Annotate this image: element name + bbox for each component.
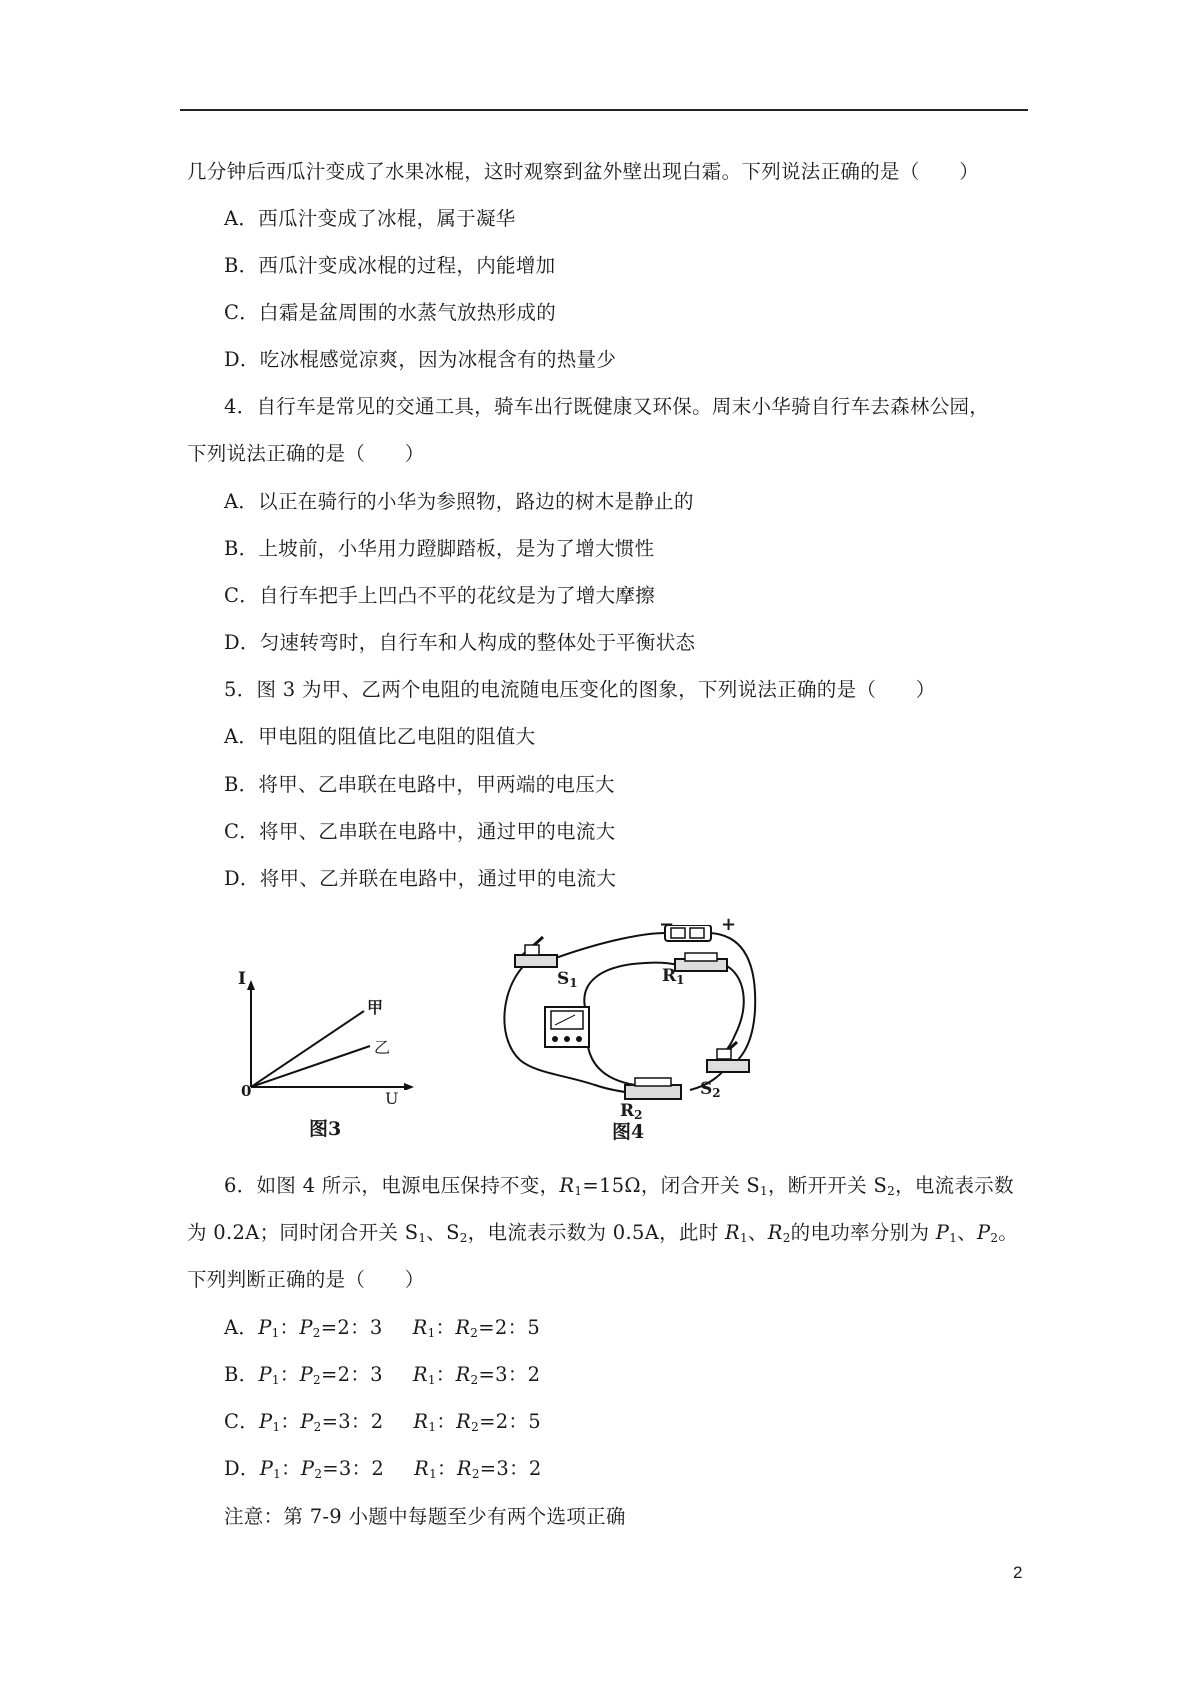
battery-minus-label: − bbox=[659, 914, 675, 935]
q4-option-c: C．自行车把手上凹凸不平的花纹是为了增大摩擦 bbox=[224, 584, 656, 607]
q3-option-a: A．西瓜汁变成了冰棍，属于凝华 bbox=[224, 207, 516, 230]
line-yi-label: 乙 bbox=[374, 1038, 391, 1057]
header-rule bbox=[180, 109, 1028, 111]
origin-label: 0 bbox=[241, 1082, 252, 1100]
q6-stem-line1: 6．如图 4 所示，电源电压保持不变，$R_1=15\Omega$，闭合开关 $S_1$，断开开关 $S_2$，电流表示数 bbox=[224, 1174, 1014, 1198]
q5-option-a: A．甲电阻的阻值比乙电阻的阻值大 bbox=[224, 725, 536, 748]
wire-ammeter-r2 bbox=[587, 1035, 635, 1085]
q5-option-d: D．将甲、乙并联在电路中，通过甲的电流大 bbox=[224, 867, 617, 890]
switch-s2 bbox=[707, 1060, 749, 1072]
line-jia-label: 甲 bbox=[367, 998, 384, 1017]
q6-option-c: C．$P_1$：$P_2=3$：2 $R_1$：$R_2=2$：5 bbox=[224, 1410, 541, 1434]
q4-option-a: A．以正在骑行的小华为参照物，路边的树木是静止的 bbox=[224, 490, 694, 513]
q4-stem-line2: 下列说法正确的是（ ） bbox=[187, 442, 425, 465]
note-multi-answer: 注意：第 7-9 小题中每题至少有两个选项正确 bbox=[224, 1505, 626, 1528]
figure-3-graph bbox=[236, 975, 416, 1090]
page-number: 2 bbox=[1013, 1563, 1023, 1582]
r1-label: $R_1$ bbox=[662, 966, 685, 987]
q6-option-d: D．$P_1$：$P_2=3$：2 $R_1$：$R_2=3$：2 bbox=[224, 1457, 542, 1481]
q3-option-d: D．吃冰棍感觉凉爽，因为冰棍含有的热量少 bbox=[224, 348, 617, 371]
figure-4-circuit bbox=[495, 925, 765, 1120]
figure-3-caption: 图3 bbox=[309, 1118, 342, 1140]
q6-stem-line2: 为 0.2A；同时闭合开关 $S_1$、$S_2$，电流表示数为 0.5A，此时 $R_1$、$R_2$的电功率分别为 $P_1$、$P_2$。 bbox=[187, 1221, 1019, 1245]
figure-4-caption: 图4 bbox=[612, 1121, 645, 1143]
line-jia bbox=[251, 1011, 364, 1087]
wire-r1-s2 bbox=[717, 965, 744, 1060]
q4-option-b: B．上坡前，小华用力蹬脚踏板，是为了增大惯性 bbox=[224, 537, 655, 560]
q5-stem: 5．图 3 为甲、乙两个电阻的电流随电压变化的图象，下列说法正确的是（ ） bbox=[224, 678, 936, 701]
resistor-r2 bbox=[625, 1085, 681, 1099]
q6-option-a: A．$P_1$：$P_2=2$：3 $R_1$：$R_2=2$：5 bbox=[224, 1316, 541, 1340]
battery-plus-label: + bbox=[721, 914, 737, 935]
y-axis-label: I bbox=[238, 969, 246, 989]
q3-stem-continuation: 几分钟后西瓜汁变成了水果冰棍，这时观察到盆外壁出现白霜。下列说法正确的是（ ） bbox=[187, 160, 980, 183]
q4-stem-line1: 4．自行车是常见的交通工具，骑车出行既健康又环保。周末小华骑自行车去森林公园， bbox=[224, 395, 990, 418]
q3-option-b: B．西瓜汁变成冰棍的过程，内能增加 bbox=[224, 254, 556, 277]
q6-option-b: B．$P_1$：$P_2=2$：3 $R_1$：$R_2=3$：2 bbox=[224, 1363, 541, 1387]
y-axis-arrow bbox=[247, 980, 255, 990]
q5-option-b: B．将甲、乙串联在电路中，甲两端的电压大 bbox=[224, 773, 615, 796]
q4-option-d: D．匀速转弯时，自行车和人构成的整体处于平衡状态 bbox=[224, 631, 696, 654]
line-yi bbox=[251, 1046, 370, 1087]
wire-s1-battery bbox=[550, 933, 665, 960]
switch-s1 bbox=[515, 955, 557, 967]
q3-option-c: C．白霜是盆周围的水蒸气放热形成的 bbox=[224, 301, 557, 324]
x-axis-arrow bbox=[404, 1083, 414, 1090]
x-axis-label: U bbox=[385, 1089, 399, 1108]
s1-label: $S_1$ bbox=[557, 969, 578, 990]
q5-option-c: C．将甲、乙串联在电路中，通过甲的电流大 bbox=[224, 820, 616, 843]
q6-stem-line3: 下列判断正确的是（ ） bbox=[187, 1268, 425, 1291]
s2-label: $S_2$ bbox=[700, 1079, 721, 1100]
r2-label: $R_2$ bbox=[620, 1101, 643, 1122]
